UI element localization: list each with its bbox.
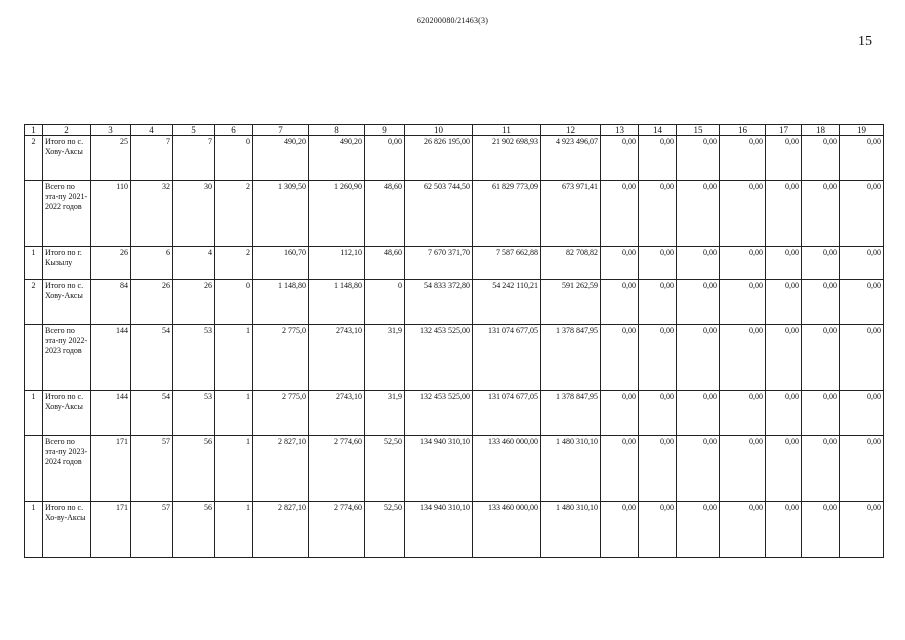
table-cell: 54 242 110,21 xyxy=(473,280,541,325)
table-cell: 0,00 xyxy=(601,391,639,436)
table-cell: 0,00 xyxy=(802,247,840,280)
table-cell: 0,00 xyxy=(639,436,677,502)
column-header: 13 xyxy=(601,125,639,136)
table-cell: 2 xyxy=(215,247,253,280)
table-cell xyxy=(25,325,43,391)
column-header: 14 xyxy=(639,125,677,136)
table-cell: 1 xyxy=(215,502,253,558)
table-cell: 2 774,60 xyxy=(309,502,365,558)
table-cell: 0,00 xyxy=(677,136,720,181)
table-cell: 52,50 xyxy=(365,436,405,502)
table-cell: 26 xyxy=(131,280,173,325)
table-cell: 1 xyxy=(215,325,253,391)
table-cell: 0,00 xyxy=(639,502,677,558)
table-cell: 61 829 773,09 xyxy=(473,181,541,247)
column-header: 4 xyxy=(131,125,173,136)
page-number: 15 xyxy=(858,34,872,49)
table-cell: 4 923 496,07 xyxy=(541,136,601,181)
table-cell: 131 074 677,05 xyxy=(473,391,541,436)
table-cell: 0,00 xyxy=(639,136,677,181)
column-header: 17 xyxy=(766,125,802,136)
table-cell: 0,00 xyxy=(720,391,766,436)
table-cell: 1 378 847,95 xyxy=(541,325,601,391)
table-cell: 2 827,10 xyxy=(253,436,309,502)
table-cell: Всего по эта-пу 2022-2023 годов xyxy=(43,325,91,391)
table-cell: 31,9 xyxy=(365,391,405,436)
table-cell: 591 262,59 xyxy=(541,280,601,325)
table-cell: 0,00 xyxy=(802,136,840,181)
table-row xyxy=(25,280,884,325)
table-cell: 0,00 xyxy=(720,325,766,391)
table-cell: 7 xyxy=(173,136,215,181)
table-cell: 132 453 525,00 xyxy=(405,325,473,391)
table-cell: 0,00 xyxy=(840,502,884,558)
table-cell: 0,00 xyxy=(601,136,639,181)
table-cell: 0,00 xyxy=(677,436,720,502)
table-cell: 52,50 xyxy=(365,502,405,558)
table-cell: 0 xyxy=(365,280,405,325)
table-cell: 56 xyxy=(173,436,215,502)
column-header: 18 xyxy=(802,125,840,136)
column-header: 12 xyxy=(541,125,601,136)
table-cell: 0,00 xyxy=(639,181,677,247)
table-cell: 0,00 xyxy=(639,247,677,280)
table-cell: 0,00 xyxy=(720,181,766,247)
table-cell: 0,00 xyxy=(840,436,884,502)
data-table xyxy=(24,124,884,558)
table-cell: 32 xyxy=(131,181,173,247)
table-cell: 0,00 xyxy=(677,502,720,558)
table-cell: 30 xyxy=(173,181,215,247)
table-cell: 0,00 xyxy=(720,436,766,502)
table-cell: 0,00 xyxy=(802,436,840,502)
table-cell: 2 xyxy=(215,181,253,247)
table-cell: Всего по эта-пу 2021-2022 годов xyxy=(43,181,91,247)
table-cell: 0,00 xyxy=(639,280,677,325)
column-header: 6 xyxy=(215,125,253,136)
table-cell: 0,00 xyxy=(802,502,840,558)
table-cell: 0 xyxy=(215,136,253,181)
table-cell: 0,00 xyxy=(840,325,884,391)
table-row xyxy=(25,391,884,436)
table-cell: 0,00 xyxy=(720,247,766,280)
table-cell: 4 xyxy=(173,247,215,280)
header-row xyxy=(25,125,884,136)
table-cell: 26 xyxy=(91,247,131,280)
table-cell: 2 827,10 xyxy=(253,502,309,558)
table-cell: 133 460 000,00 xyxy=(473,502,541,558)
table-cell: Итого по с. Хову-Аксы xyxy=(43,136,91,181)
table-cell: 0,00 xyxy=(840,391,884,436)
column-header: 10 xyxy=(405,125,473,136)
table-cell: 82 708,82 xyxy=(541,247,601,280)
table-cell: 1 148,80 xyxy=(309,280,365,325)
table-cell: 7 xyxy=(131,136,173,181)
table-cell: Всего по эта-пу 2023-2024 годов xyxy=(43,436,91,502)
column-header: 19 xyxy=(840,125,884,136)
table-cell: Итого по с. Хову-Аксы xyxy=(43,280,91,325)
table-cell: 0,00 xyxy=(766,436,802,502)
table-cell: 0,00 xyxy=(802,391,840,436)
table-cell: 54 833 372,80 xyxy=(405,280,473,325)
table-cell: 0,00 xyxy=(766,391,802,436)
table-cell: 54 xyxy=(131,325,173,391)
table-cell: Итого по г. Кызылу xyxy=(43,247,91,280)
table-cell: 56 xyxy=(173,502,215,558)
table-cell: 1 480 310,10 xyxy=(541,436,601,502)
table-cell: 54 xyxy=(131,391,173,436)
table-cell: 131 074 677,05 xyxy=(473,325,541,391)
table-row xyxy=(25,325,884,391)
table-cell: 490,20 xyxy=(253,136,309,181)
table-cell: 2743,10 xyxy=(309,391,365,436)
table-cell: 53 xyxy=(173,391,215,436)
column-header: 8 xyxy=(309,125,365,136)
table-cell: 1 148,80 xyxy=(253,280,309,325)
column-header: 9 xyxy=(365,125,405,136)
table-cell: 0,00 xyxy=(766,181,802,247)
table-cell: 0,00 xyxy=(720,502,766,558)
table-cell: 1 xyxy=(25,391,43,436)
table-cell: 1 xyxy=(215,436,253,502)
table-cell: 26 xyxy=(173,280,215,325)
table-cell: 0,00 xyxy=(802,181,840,247)
table-cell: 0,00 xyxy=(639,391,677,436)
table-cell: 0,00 xyxy=(766,247,802,280)
column-header: 16 xyxy=(720,125,766,136)
table-cell: 7 587 662,88 xyxy=(473,247,541,280)
table-cell: 0,00 xyxy=(766,502,802,558)
table-row xyxy=(25,502,884,558)
table-cell: 112,10 xyxy=(309,247,365,280)
table-cell: 48,60 xyxy=(365,247,405,280)
table-row xyxy=(25,436,884,502)
table-cell: Итого по с. Хову-Аксы xyxy=(43,391,91,436)
table-cell: 31,9 xyxy=(365,325,405,391)
table-cell: 134 940 310,10 xyxy=(405,502,473,558)
table-cell: 144 xyxy=(91,391,131,436)
table-cell: 0,00 xyxy=(840,247,884,280)
table-cell: 0,00 xyxy=(601,436,639,502)
column-header: 3 xyxy=(91,125,131,136)
table-cell: 0,00 xyxy=(677,391,720,436)
table-cell: Итого по с. Хо-ву-Аксы xyxy=(43,502,91,558)
table-cell: 1 309,50 xyxy=(253,181,309,247)
table-cell: 0,00 xyxy=(601,325,639,391)
table-cell: 1 xyxy=(25,247,43,280)
column-header: 5 xyxy=(173,125,215,136)
table-cell: 171 xyxy=(91,502,131,558)
table-cell: 0,00 xyxy=(639,325,677,391)
table-cell: 110 xyxy=(91,181,131,247)
table-cell: 6 xyxy=(131,247,173,280)
table-cell: 673 971,41 xyxy=(541,181,601,247)
table-cell: 0,00 xyxy=(677,247,720,280)
column-header: 2 xyxy=(43,125,91,136)
table-row xyxy=(25,181,884,247)
table-cell: 57 xyxy=(131,502,173,558)
table-cell: 1 480 310,10 xyxy=(541,502,601,558)
table-cell: 57 xyxy=(131,436,173,502)
table-cell: 2 xyxy=(25,280,43,325)
table-cell: 62 503 744,50 xyxy=(405,181,473,247)
column-header: 1 xyxy=(25,125,43,136)
table-cell: 0,00 xyxy=(766,280,802,325)
table-row xyxy=(25,247,884,280)
table-cell: 160,70 xyxy=(253,247,309,280)
table-cell: 2 775,0 xyxy=(253,391,309,436)
table-cell: 133 460 000,00 xyxy=(473,436,541,502)
table-cell: 0,00 xyxy=(840,136,884,181)
table-cell: 2 xyxy=(25,136,43,181)
table-cell: 0,00 xyxy=(601,280,639,325)
table-cell: 0,00 xyxy=(840,181,884,247)
table-cell: 1 xyxy=(215,391,253,436)
table-cell: 0,00 xyxy=(677,280,720,325)
table-cell xyxy=(25,436,43,502)
table-cell: 1 378 847,95 xyxy=(541,391,601,436)
table-cell: 84 xyxy=(91,280,131,325)
table-cell: 25 xyxy=(91,136,131,181)
column-header: 15 xyxy=(677,125,720,136)
table-cell: 0,00 xyxy=(802,280,840,325)
table-cell: 26 826 195,00 xyxy=(405,136,473,181)
table-cell: 0,00 xyxy=(601,247,639,280)
table-cell: 0,00 xyxy=(677,325,720,391)
table-row xyxy=(25,136,884,181)
table-cell: 0,00 xyxy=(720,280,766,325)
table-cell: 21 902 698,93 xyxy=(473,136,541,181)
table-cell: 0,00 xyxy=(766,325,802,391)
table-cell: 0,00 xyxy=(720,136,766,181)
document-id: 620200080/21463(3) xyxy=(416,16,489,25)
table-cell: 1 xyxy=(25,502,43,558)
table-cell: 0,00 xyxy=(601,181,639,247)
table-cell: 0,00 xyxy=(766,136,802,181)
table-cell: 2 774,60 xyxy=(309,436,365,502)
column-header: 7 xyxy=(253,125,309,136)
table-cell: 2 775,0 xyxy=(253,325,309,391)
table-cell: 490,20 xyxy=(309,136,365,181)
table-cell: 0,00 xyxy=(365,136,405,181)
table-cell: 134 940 310,10 xyxy=(405,436,473,502)
table-cell: 0,00 xyxy=(677,181,720,247)
table-cell: 2743,10 xyxy=(309,325,365,391)
table-cell: 0,00 xyxy=(840,280,884,325)
table-cell xyxy=(25,181,43,247)
table-cell: 0,00 xyxy=(601,502,639,558)
table-cell: 1 260,90 xyxy=(309,181,365,247)
column-header: 11 xyxy=(473,125,541,136)
table-cell: 144 xyxy=(91,325,131,391)
table-cell: 171 xyxy=(91,436,131,502)
table-cell: 132 453 525,00 xyxy=(405,391,473,436)
table-cell: 0 xyxy=(215,280,253,325)
table-cell: 0,00 xyxy=(802,325,840,391)
table-cell: 48,60 xyxy=(365,181,405,247)
table-cell: 53 xyxy=(173,325,215,391)
table-body xyxy=(25,136,884,558)
table-cell: 7 670 371,70 xyxy=(405,247,473,280)
